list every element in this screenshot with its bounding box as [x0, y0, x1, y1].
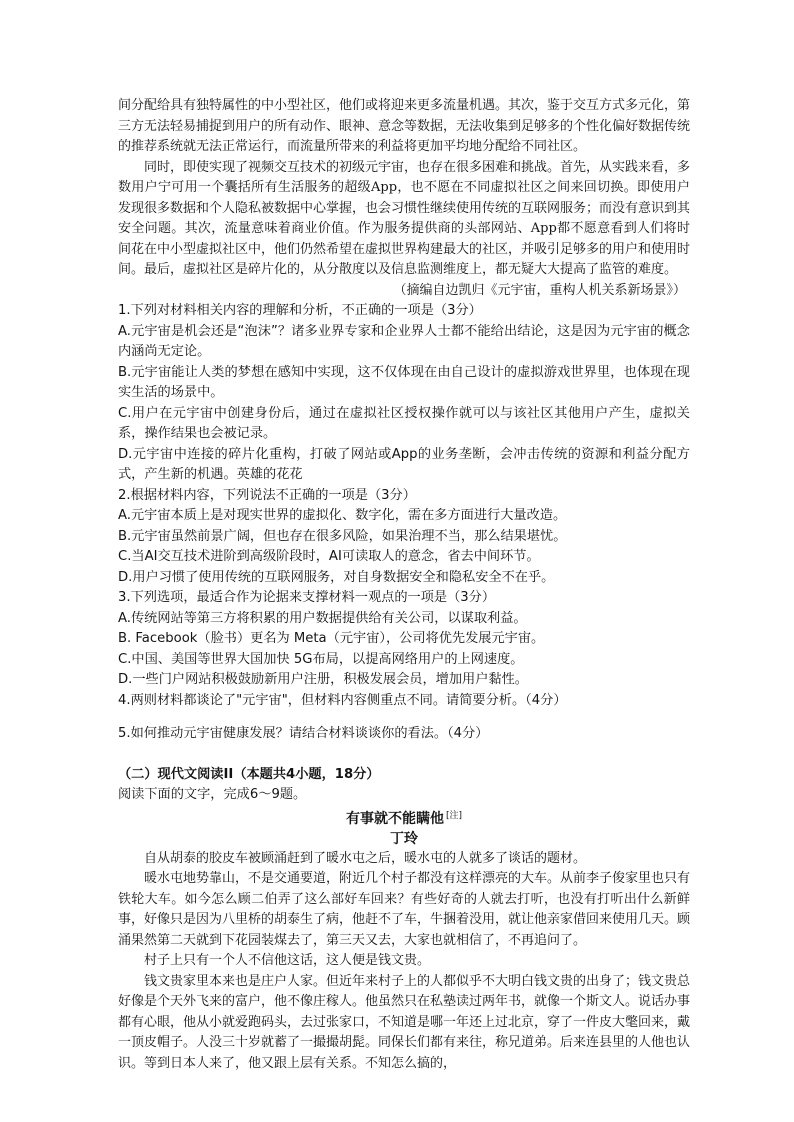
option-a: A.传统网站等第三方将积累的用户数据提供给有关公司，以谋取利益。 — [118, 610, 527, 626]
question-3 — [118, 588, 690, 691]
option-a: A.元宇宙本质上是对现实世界的虚拟化、数字化，需在多方面进行大量改造。 — [118, 508, 567, 523]
answer-space — [118, 711, 690, 724]
question-5: 5.如何推动元宇宙健康发展？请结合材料谈谈你的看法。（4分） — [118, 726, 489, 741]
option-b: B. Facebook（脸书）更名为 Meta（元宇宙），公司将优先发展元宇宙。 — [118, 631, 545, 646]
story-paragraph: 村子上只有一个人不信他这话，这人便是钱文贵。 — [144, 953, 431, 968]
story-author: 丁玲 — [390, 830, 418, 847]
option-c: C.用户在元宇宙中创建身份后，通过在虚拟社区授权操作就可以与该社区其他用户产生，虚拟关系，操作结果也会被记录。 — [118, 405, 690, 441]
footnote-mark: [注] — [445, 810, 463, 821]
option-d: D.一些门户网站积极鼓励新用户注册，积极发展会员，增加用户黏性。 — [118, 672, 528, 687]
section-heading: （二）现代文阅读II（本题共4小题，18分） — [118, 766, 380, 782]
passage-paragraph: 同时，即使实现了视频交互技术的初级元宇宙，也存在很多困难和挑战。首先，从实践来看，多数用户宁可用一个囊括所有生活服务的超级App，也不愿在不同虚拟社区之间来回切换。即使用户发现很多数据和个人隐私被数据中心掌握，也会习惯性继续使用传统的互联网服务；而没有意识到其安全问题。其次，流量意味着商业价值。作为服务提供商的头部网站、App都不愿意看到人们将时间花在中小型虚拟社区中，他们仍然希望在虚拟世界构建最大的社区，并吸引足够多的用户和使用时间。最后，虚拟社区是碎片化的，从分散度以及信息监测维度上，都无疑大大提高了监管的难度。 — [118, 159, 691, 277]
question-stem: 3.下列选项，最适合作为论据来支撑材料一观点的一项是（3分） — [118, 590, 496, 605]
exam-page — [118, 96, 690, 1074]
story-title-text: 有事就不能瞒他 — [345, 810, 444, 827]
story-title — [118, 806, 690, 829]
option-c: C.中国、美国等世界大国加快 5G布局，以提高网络用户的上网速度。 — [118, 651, 524, 667]
question-stem: 2.根据材料内容，下列说法不正确的一项是（3分） — [118, 487, 416, 503]
section-instruction: 阅读下面的文字，完成6～9题。 — [118, 787, 307, 802]
option-b: B.元宇宙能让人类的梦想在感知中实现，这不仅体现在由自己设计的虚拟游戏世界里，也体现在现实生活的场景中。 — [118, 364, 690, 400]
passage-source: （摘编自边凯归《元宇宙，重构人机关系新场景》） — [393, 282, 686, 298]
answer-space — [118, 745, 690, 765]
option-c: C.当AI交互技术进阶到高级阶段时，AI可读取人的意念，省去中间环节。 — [118, 549, 540, 564]
story-paragraph: 钱文贵家里本来也是庄户人家。但近年来村子上的人都似乎不大明白钱文贵的出身了；钱文贵总好像是个天外飞来的富户，他不像庄稼人。他虽然只在私塾读过两年书，就像一个斯文人。说话办事都有心眼，他从小就爱跑码头，去过张家口，不知道是哪一年还上过北京，穿了一件皮大氅回来，戴一顶皮帽子。人没三十岁就蓄了一撮撮胡髭。同保长们都有来往，称兄道弟。后来连县里的人他也认识。等到日本人来了，他又跟上层有关系。不知怎么搞的， — [118, 973, 691, 1071]
option-d: D.元宇宙中连接的碎片化重构，打破了网站或App的业务垄断，会冲击传统的资源和利益分配方式，产生新的机遇。英雄的花花 — [118, 446, 690, 482]
story-paragraph: 暖水屯地势靠山，不是交通要道，附近几个村子都没有这样漂亮的大车。从前李子俊家里也只有铁轮大车。如今怎么顾二伯弄了这么部好车回来？有些好奇的人就去打听，也没有打听出什么新鲜事，好像只是因为八里桥的胡泰生了病，他赶不了车，牛捆着没用，就让他亲家借回来使用几天。顾涌果然第二天就到下花园装煤去了，第三天又去，大家也就相信了，不再追问了。 — [118, 871, 691, 948]
option-a: A.元宇宙是机会还是“泡沫”？诸多业界专家和企业界人士都不能给出结论，这是因为元宇宙的概念内涵尚无定论。 — [118, 323, 690, 359]
passage-paragraph: 间分配给具有独特属性的中小型社区，他们或将迎来更多流量机遇。其次，鉴于交互方式多元化，第三方无法轻易捕捉到用户的所有动作、眼神、意念等数据，无法收集到足够多的个性化偏好数据传统的推荐系统就无法正常运行，而流量所带来的利益将更加平均地分配给不同社区。 — [118, 98, 691, 154]
question-4: 4.两则材料都谈论了"元宇宙"，但材料内容侧重点不同。请简要分析。（4分） — [118, 692, 567, 708]
story-paragraph: 自从胡泰的胶皮车被顾涌赶到了暖水屯之后，暖水屯的人就多了谈话的题材。 — [144, 850, 587, 866]
question-2 — [118, 486, 690, 589]
question-1 — [118, 301, 690, 486]
option-d: D.用户习惯了使用传统的互联网服务，对自身数据安全和隐私安全不在乎。 — [118, 569, 555, 585]
option-b: B.元宇宙虽然前景广阔，但也存在很多风险，如果治理不当，那么结果堪忧。 — [118, 528, 567, 544]
story-body — [118, 849, 690, 1075]
question-stem: 1.下列对材料相关内容的理解和分析，不正确的一项是（3分） — [118, 303, 482, 318]
